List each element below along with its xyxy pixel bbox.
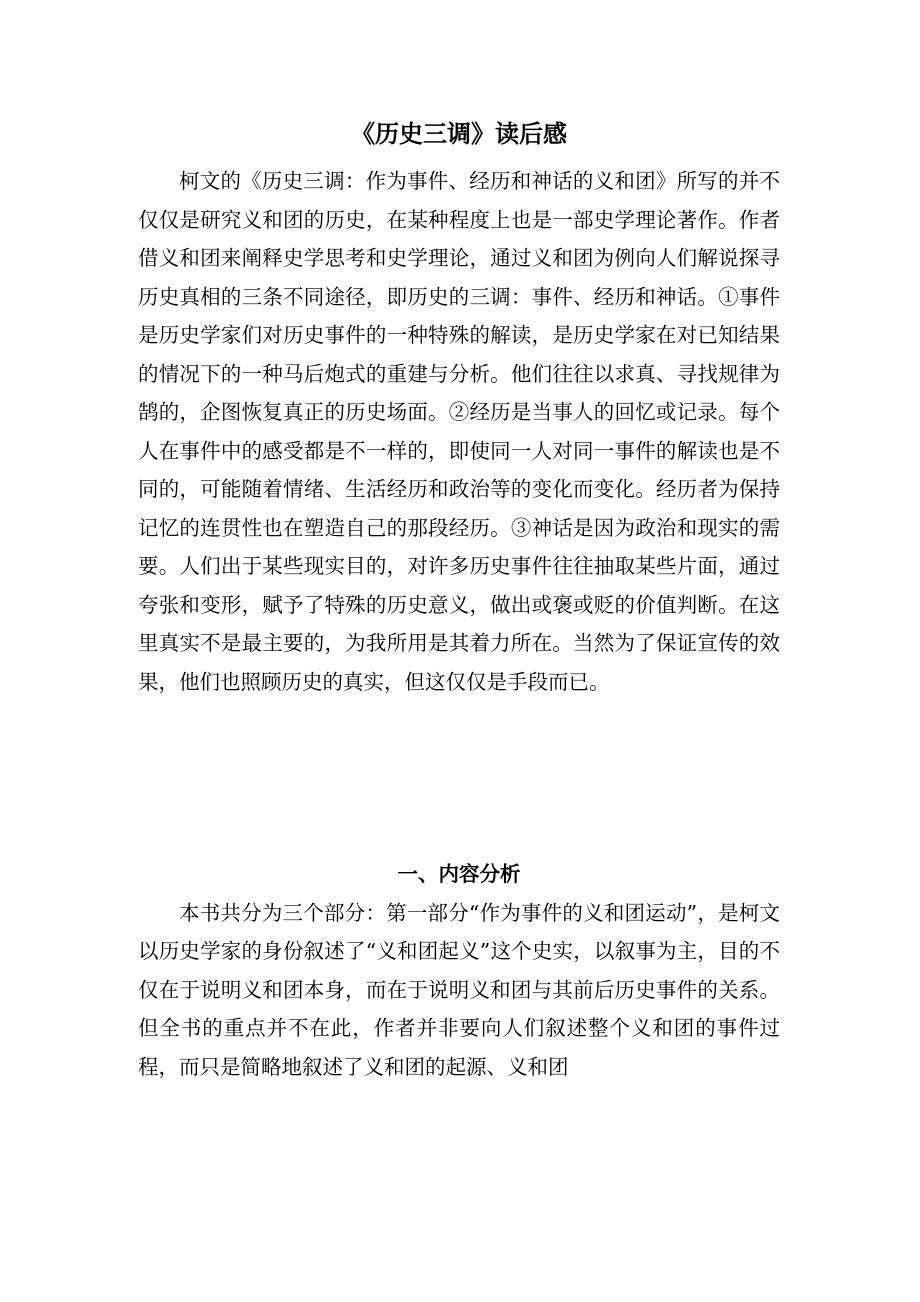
section-paragraph: 本书共分为三个部分：第一部分“作为事件的义和团运动”，是柯文以历史学家的身份叙述了“义和团起义”这个史实，以叙事为主，目的不仅在于说明义和团本身，而在于说明义和团与其前后历史事件的关系。但全书的重点并不在此，作者并非要向人们叙述整个义和团的事件过程，而只是简略地叙述了义和团的起源、义和团	[138, 900, 780, 1079]
document-title: 《历史三调》读后感	[351, 120, 567, 148]
intro-paragraph: 柯文的《历史三调：作为事件、经历和神话的义和团》所写的并不仅仅是研究义和团的历史，在某种程度上也是一部史学理论著作。作者借义和团来阐释史学思考和史学理论，通过义和团为例向人们解说探寻历史真相的三条不同途径，即历史的三调：事件、经历和神话。①事件是历史学家们对历史事件的一种特殊的解读，是历史学家在对已知结果的情况下的一种马后炮式的重建与分析。他们往往以求真、寻找规律为鹄的，企图恢复真正的历史场面。②经历是当事人的回忆或记录。每个人在事件中的感受都是不一样的，即使同一人对同一事件的解读也是不同的，可能随着情绪、生活经历和政治等的变化而变化。经历者为保持记忆的连贯性也在塑造自己的那段经历。③神话是因为政治和现实的需要。人们出于某些现实目的，对许多历史事件往往抽取某些片面，通过夸张和变形，赋予了特殊的历史意义，做出或褒或贬的价值判断。在这里真实不是最主要的，为我所用是其着力所在。当然为了保证宣传的效果，他们也照顾历史的真实，但这仅仅是手段而已。	[138, 169, 780, 694]
section-heading: 一、内容分析	[397, 862, 521, 886]
document-body	[138, 116, 780, 1202]
